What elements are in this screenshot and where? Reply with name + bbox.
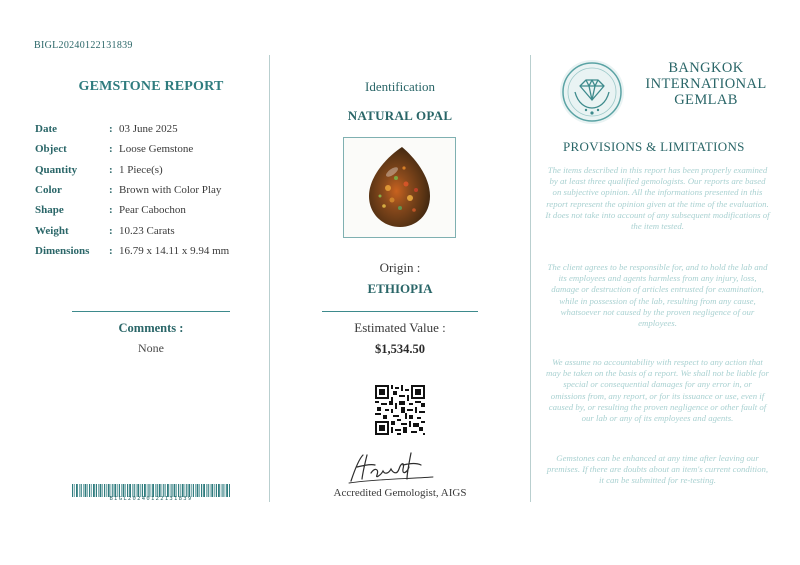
- field-colon: :: [109, 204, 113, 217]
- gem-crest-logo: [558, 58, 626, 126]
- provisions-title: PROVISIONS & LIMITATIONS: [563, 139, 745, 154]
- field-colon: :: [109, 184, 113, 197]
- provisions-paragraph: Gemstones can be enhanced at any time after leaving our premises. If there are doubts about an item's current condition, it can be submitted for re-testing.: [546, 453, 769, 486]
- identification-label: Identification: [364, 79, 436, 94]
- field-colon: :: [109, 123, 113, 136]
- field-colon: :: [109, 143, 113, 156]
- barcode-number: BIGL20240122131839: [109, 496, 193, 502]
- field-label: Quantity: [35, 163, 78, 176]
- comments-label: Comments :: [118, 321, 184, 335]
- report-serial-number: BIGL20240122131839: [34, 40, 133, 51]
- provisions-paragraph: The items described in this report has been properly examined by at least three qualified gemologists. Our reports are based on subjective opinion. All the informations presented in this report represent the opinion given at the time of the evaluation. It does not take into account of any subsequent modifications of the item tested.: [545, 165, 770, 232]
- stone-name: NATURAL OPAL: [347, 108, 453, 123]
- field-colon: :: [109, 163, 113, 176]
- provisions-paragraph: We assume no accountability with respect to any action that may be taken on the basis of a report. We shall not be liable for special or consequential damages for any error in, or omissions from, any report, or for its issuance or use, even if caused by, or resulting the proven negligence or other fault of our lab or any of its employees and agents.: [546, 357, 769, 424]
- gemologist-signature: [345, 449, 435, 487]
- field-label: Weight: [35, 224, 69, 237]
- field-colon: :: [109, 244, 113, 257]
- gemstone-photo: [343, 137, 456, 238]
- report-title: GEMSTONE REPORT: [78, 79, 224, 94]
- qr-code-icon[interactable]: [375, 385, 425, 435]
- field-row-shape: [35, 200, 229, 220]
- field-row-color: [35, 180, 229, 200]
- gemologist-title: Accredited Gemologist, AIGS: [333, 487, 467, 499]
- estimated-value-label: Estimated Value :: [354, 320, 446, 335]
- field-value: 1 Piece(s): [119, 163, 163, 176]
- field-row-date: [35, 119, 229, 139]
- estimated-value: $1,534.50: [375, 342, 425, 356]
- comments-value: None: [138, 341, 164, 355]
- field-value: Pear Cabochon: [119, 204, 186, 217]
- field-row-quantity: [35, 160, 229, 180]
- origin-label: Origin :: [379, 260, 421, 275]
- lab-name-line: BANGKOK: [668, 60, 744, 76]
- divider-left: [269, 55, 270, 502]
- lab-name: [638, 60, 774, 108]
- report-fields: [35, 119, 229, 261]
- field-value: 10.23 Carats: [119, 224, 175, 237]
- field-value: Loose Gemstone: [119, 143, 194, 156]
- field-row-weight: [35, 220, 229, 240]
- lab-name-line: GEMLAB: [674, 92, 738, 108]
- field-colon: :: [109, 224, 113, 237]
- field-row-object: [35, 139, 229, 159]
- origin-value: ETHIOPIA: [367, 281, 433, 296]
- field-value: 03 June 2025: [119, 123, 178, 136]
- opal-stone-image: [344, 138, 455, 237]
- comments-divider: [72, 311, 230, 312]
- field-label: Date: [35, 123, 57, 136]
- field-row-dimensions: [35, 241, 229, 261]
- field-value: 16.79 x 14.11 x 9.94 mm: [119, 244, 230, 257]
- provisions-paragraph: The client agrees to be responsible for, and to hold the lab and its employees and agents harmless from any injury, loss, damage or destruction of articles entrusted for examination, while in possession of the lab, resulting from any cause, whatsoever not caused by the proven negligence of our employees.: [547, 262, 768, 329]
- field-label: Color: [35, 184, 62, 197]
- field-label: Object: [35, 143, 67, 156]
- field-label: Shape: [35, 204, 64, 217]
- value-divider: [322, 311, 478, 312]
- divider-right: [530, 55, 531, 502]
- field-label: Dimensions: [35, 244, 90, 257]
- lab-name-line: INTERNATIONAL: [645, 76, 767, 92]
- field-value: Brown with Color Play: [119, 184, 222, 197]
